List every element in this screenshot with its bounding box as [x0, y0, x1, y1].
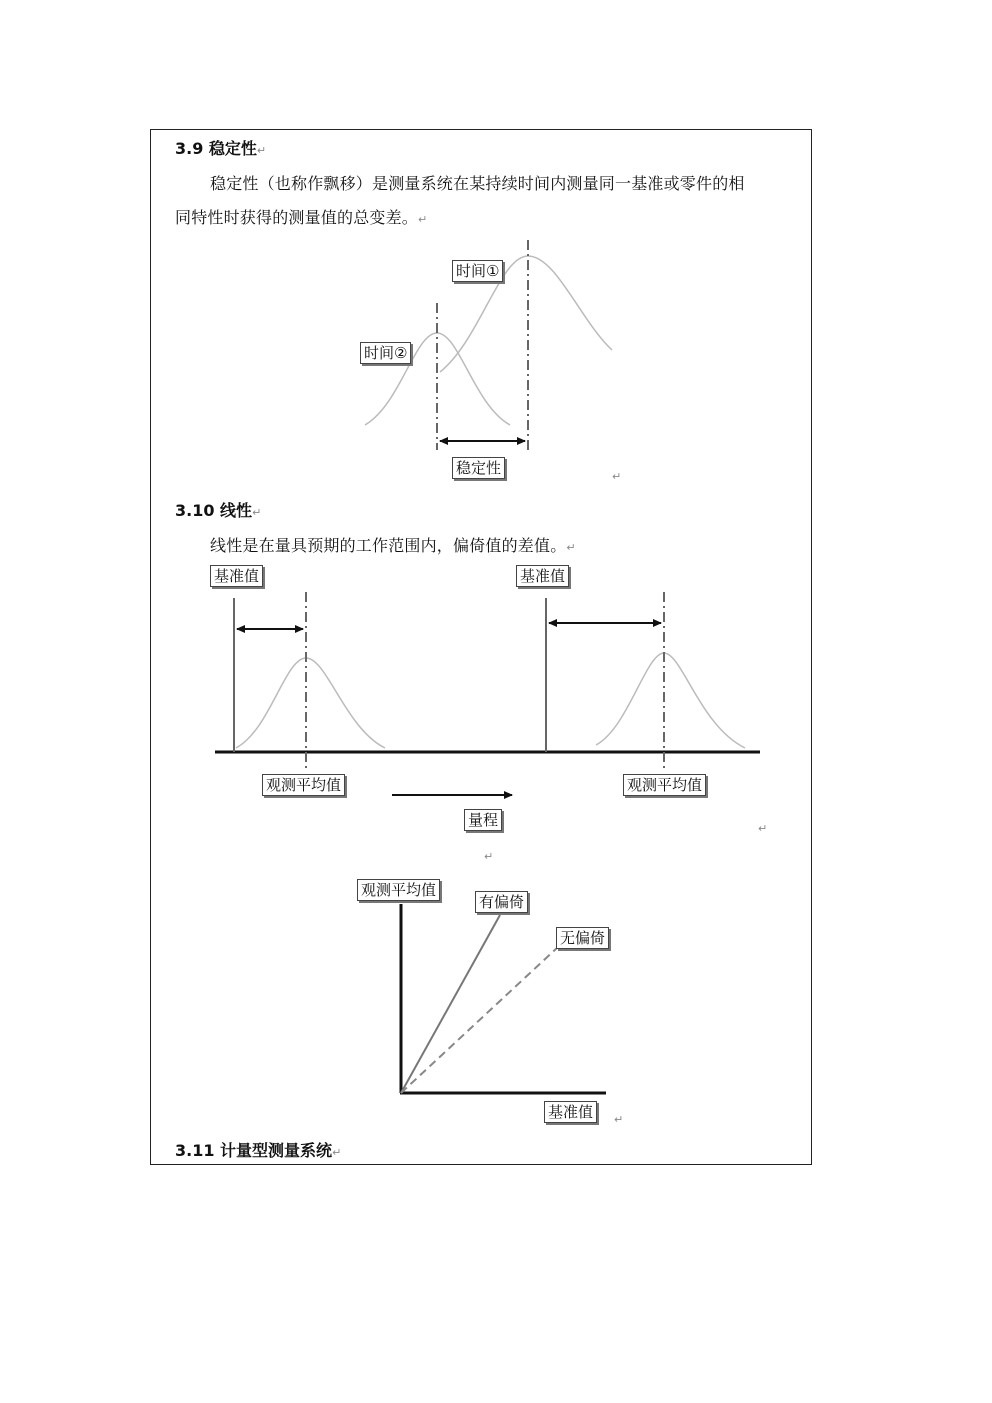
label-time2: 时间② — [360, 342, 411, 364]
distribution-curve-right — [596, 653, 745, 748]
section-3-11-heading: 3.11 计量型测量系统↵ — [175, 1141, 342, 1160]
return-mark: ↵ — [614, 1113, 624, 1126]
label-unbiased: 无偏倚 — [556, 927, 609, 949]
section-3-10-heading: 3.10 线性↵ — [175, 501, 262, 520]
section-3-9-para-line1: 稳定性（也称作飘移）是测量系统在某持续时间内测量同一基准或零件的相 — [210, 174, 745, 193]
label-stability: 稳定性 — [452, 457, 505, 479]
label-time1: 时间① — [452, 260, 503, 282]
label-y-axis: 观测平均值 — [357, 879, 440, 901]
label-x-axis: 基准值 — [544, 1101, 597, 1123]
label-reference-right: 基准值 — [516, 565, 569, 587]
section-3-9-heading: 3.9 稳定性↵ — [175, 139, 267, 158]
unbiased-line — [401, 947, 558, 1093]
label-reference-left: 基准值 — [210, 565, 263, 587]
label-mean-left: 观测平均值 — [262, 774, 345, 796]
section-3-9-para-line2: 同特性时获得的测量值的总变差。↵ — [175, 208, 428, 227]
distribution-curve-left — [236, 658, 385, 748]
return-mark: ↵ — [612, 470, 622, 483]
label-biased: 有偏倚 — [475, 891, 528, 913]
return-mark: ↵ — [484, 850, 494, 863]
biased-line — [401, 915, 500, 1093]
return-mark: ↵ — [758, 822, 768, 835]
section-3-10-para: 线性是在量具预期的工作范围内，偏倚值的差值。↵ — [210, 536, 576, 555]
label-range: 量程 — [464, 809, 502, 831]
label-mean-right: 观测平均值 — [623, 774, 706, 796]
